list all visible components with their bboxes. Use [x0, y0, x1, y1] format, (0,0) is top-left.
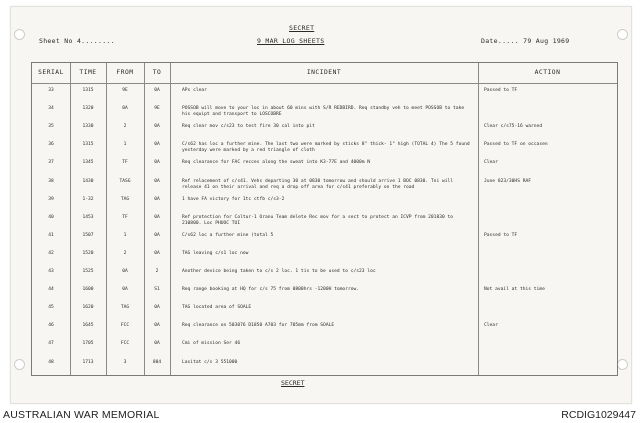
cell-incident: Req range booking at HQ for c/s 75 from 0800hrs -1200H tomorrow. [182, 287, 360, 293]
log-sheet-page [10, 6, 632, 404]
cell-from: FCC [120, 323, 130, 329]
column-header-from: FROM [116, 69, 134, 76]
cell-action: Clear c/s75-16 warned [484, 124, 543, 130]
cell-incident: APs clear [182, 88, 207, 93]
cell-action: Passed to TF on occasen [484, 142, 548, 148]
cell-time: 1507 [82, 232, 94, 238]
cell-from: TF [122, 160, 128, 166]
cell-to: 0A [154, 178, 160, 184]
cell-action: June 823/30HS RAF [484, 178, 532, 184]
cell-serial: 47 [48, 341, 54, 347]
table-row [32, 229, 617, 249]
cell-incident: Req clearance on 503076 D1850 A703 for 705mm from SOALE [182, 323, 335, 329]
cell-time: 1-32 [82, 196, 94, 202]
cell-serial: 34 [48, 106, 54, 112]
table-row [32, 337, 617, 357]
table-row [32, 84, 617, 104]
table-row [32, 138, 617, 158]
cell-time: 1620 [82, 305, 94, 311]
table-row [32, 301, 617, 321]
cell-to: 0A [154, 305, 160, 311]
date-value: 79 Aug 1969 [523, 37, 570, 45]
cell-to: 804 [152, 359, 162, 365]
cell-serial: 45 [48, 305, 54, 311]
cell-incident: TAG leaving c/s1 loc now [182, 250, 249, 256]
cell-from: TF [122, 214, 128, 220]
cell-incident: Ref relacement of c/s41. Vehs departing 30 at 0830 tomorrow and should arrive 1 BOC 0830. Tni will release 41 on their arrival and req a drop off area for c/s41 preferably on the road [182, 178, 454, 190]
cell-from: 1 [123, 232, 127, 238]
cell-serial: 42 [48, 250, 54, 256]
table-row [32, 283, 617, 303]
cell-time: 1315 [82, 142, 94, 148]
cell-time: 1315 [82, 88, 94, 93]
cell-time: 1345 [82, 160, 94, 166]
cell-to: S1 [154, 287, 160, 293]
column-header-to: TO [152, 69, 162, 76]
cell-time: 1525 [82, 269, 94, 274]
cell-incident: Req clear mov c/s23 to test fire 30 cal into pit [182, 124, 315, 130]
cell-incident: C/s62 loc a further mine (total 5 [182, 232, 274, 238]
cell-from: TAG [120, 305, 130, 311]
cell-incident: POSSOB will move to your loc in about 60 mins with S/R REDBIRD. Req standby veh to meet POSSOB to take his equipt and transport to LOSCOBRE [182, 106, 465, 118]
sheet-number [39, 37, 115, 45]
cell-to: 0A [154, 214, 160, 220]
punch-hole [14, 29, 25, 40]
cell-serial: 41 [48, 232, 54, 238]
cell-time: 1430 [82, 178, 94, 184]
table-row [32, 356, 617, 376]
table-row [32, 102, 617, 122]
date-field [481, 37, 570, 45]
column-header-time: TIME [79, 69, 97, 76]
cell-serial: 37 [48, 160, 54, 166]
punch-hole [617, 359, 628, 370]
cell-time: 1320 [82, 106, 94, 112]
cell-time: 1520 [82, 250, 94, 256]
table-row [32, 156, 617, 176]
document-title: 9 MAR LOG SHEETS [257, 37, 325, 45]
punch-hole [14, 359, 25, 370]
cell-from: 0A [122, 269, 128, 274]
cell-serial: 33 [48, 88, 54, 93]
cell-time: 1645 [82, 323, 94, 329]
cell-incident: Another device being taken to c/s 2 loc. 1 tis to be used to c/s23 loc [182, 269, 376, 274]
table-row [32, 247, 617, 267]
cell-time: 1713 [82, 359, 94, 365]
cell-serial: 46 [48, 323, 54, 329]
cell-from: 9E [122, 88, 128, 93]
cell-from: 1 [123, 142, 127, 148]
cell-serial: 40 [48, 214, 54, 220]
log-table [31, 62, 618, 376]
cell-to: 0A [154, 88, 160, 93]
punch-hole [617, 29, 628, 40]
cell-to: 0A [154, 250, 160, 256]
cell-from: 2 [123, 124, 127, 130]
cell-to: 0A [154, 124, 160, 130]
cell-to: 0A [154, 232, 160, 238]
cell-serial: 38 [48, 178, 54, 184]
column-header-serial: SERIAL [38, 69, 64, 76]
cell-to: 0A [154, 341, 160, 347]
cell-incident: Lasitat c/s 3 551000 [182, 359, 238, 365]
cell-action: Passed to TF [484, 88, 518, 93]
table-row [32, 193, 617, 213]
cell-from: 2 [123, 250, 127, 256]
archive-credit: AUSTRALIAN WAR MEMORIAL [3, 409, 160, 421]
cell-from: TASG [119, 178, 131, 184]
cell-from: FCC [120, 341, 130, 347]
cell-incident: Cmi of mission Ser 46 [182, 341, 241, 347]
cell-incident: TAG located area of SOALE [182, 305, 252, 311]
cell-action: Passed to TF [484, 232, 518, 238]
cell-serial: 48 [48, 359, 54, 365]
cell-from: 0A [122, 287, 128, 293]
table-row [32, 120, 617, 140]
sheet-label: Sheet No [39, 37, 73, 45]
cell-from: 3 [123, 359, 127, 365]
cell-incident: Ref protection for Coltur-1 Oranu Team delete Rec mov for a sect to protect an ICVP from 201830 to 210800. Loc PHUOC TUI [182, 214, 454, 226]
cell-time: 1453 [82, 214, 94, 220]
cell-incident: Req clearance for FAC recces along the sweat into K3-77E and 4000m N [182, 160, 371, 166]
cell-time: 1705 [82, 341, 94, 347]
cell-from: 0A [122, 106, 128, 112]
cell-action: Not avail at this time [484, 287, 545, 293]
classification-top: SECRET [289, 24, 315, 32]
cell-serial: 36 [48, 142, 54, 148]
cell-time: 1600 [82, 287, 94, 293]
cell-time: 1330 [82, 124, 94, 130]
cell-serial: 43 [48, 269, 54, 274]
cell-serial: 44 [48, 287, 54, 293]
table-row [32, 265, 617, 285]
cell-incident: C/s62 has loc a further mine. The last two were marked by sticks 8" thick- 1" high (TOTAL 4) The 5 found yesterday were marked by a red triangle of cloth [182, 142, 470, 154]
cell-to: 0A [154, 142, 160, 148]
cell-to: 9E [154, 106, 160, 112]
cell-action: Clear [484, 160, 498, 166]
column-header-action: ACTION [534, 69, 561, 76]
cell-to: 0A [154, 160, 160, 166]
table-row [32, 319, 617, 339]
classification-bottom: SECRET [281, 379, 305, 387]
record-id: RCDIG1029447 [561, 409, 636, 421]
cell-serial: 35 [48, 124, 54, 130]
sheet-number-value: 4........ [76, 37, 115, 45]
table-row [32, 211, 617, 231]
cell-to: 2 [155, 269, 159, 274]
column-header-incident: INCIDENT [306, 69, 342, 76]
table-row [32, 175, 617, 195]
cell-to: 0A [154, 196, 160, 202]
cell-from: TAG [120, 196, 130, 202]
cell-serial: 39 [48, 196, 54, 202]
cell-action: Clear [484, 323, 498, 329]
date-label: Date..... [481, 37, 519, 45]
cell-incident: 1 have FA victory for 1tc ctfb c/s3-2 [182, 196, 285, 202]
cell-to: 0A [154, 323, 160, 329]
